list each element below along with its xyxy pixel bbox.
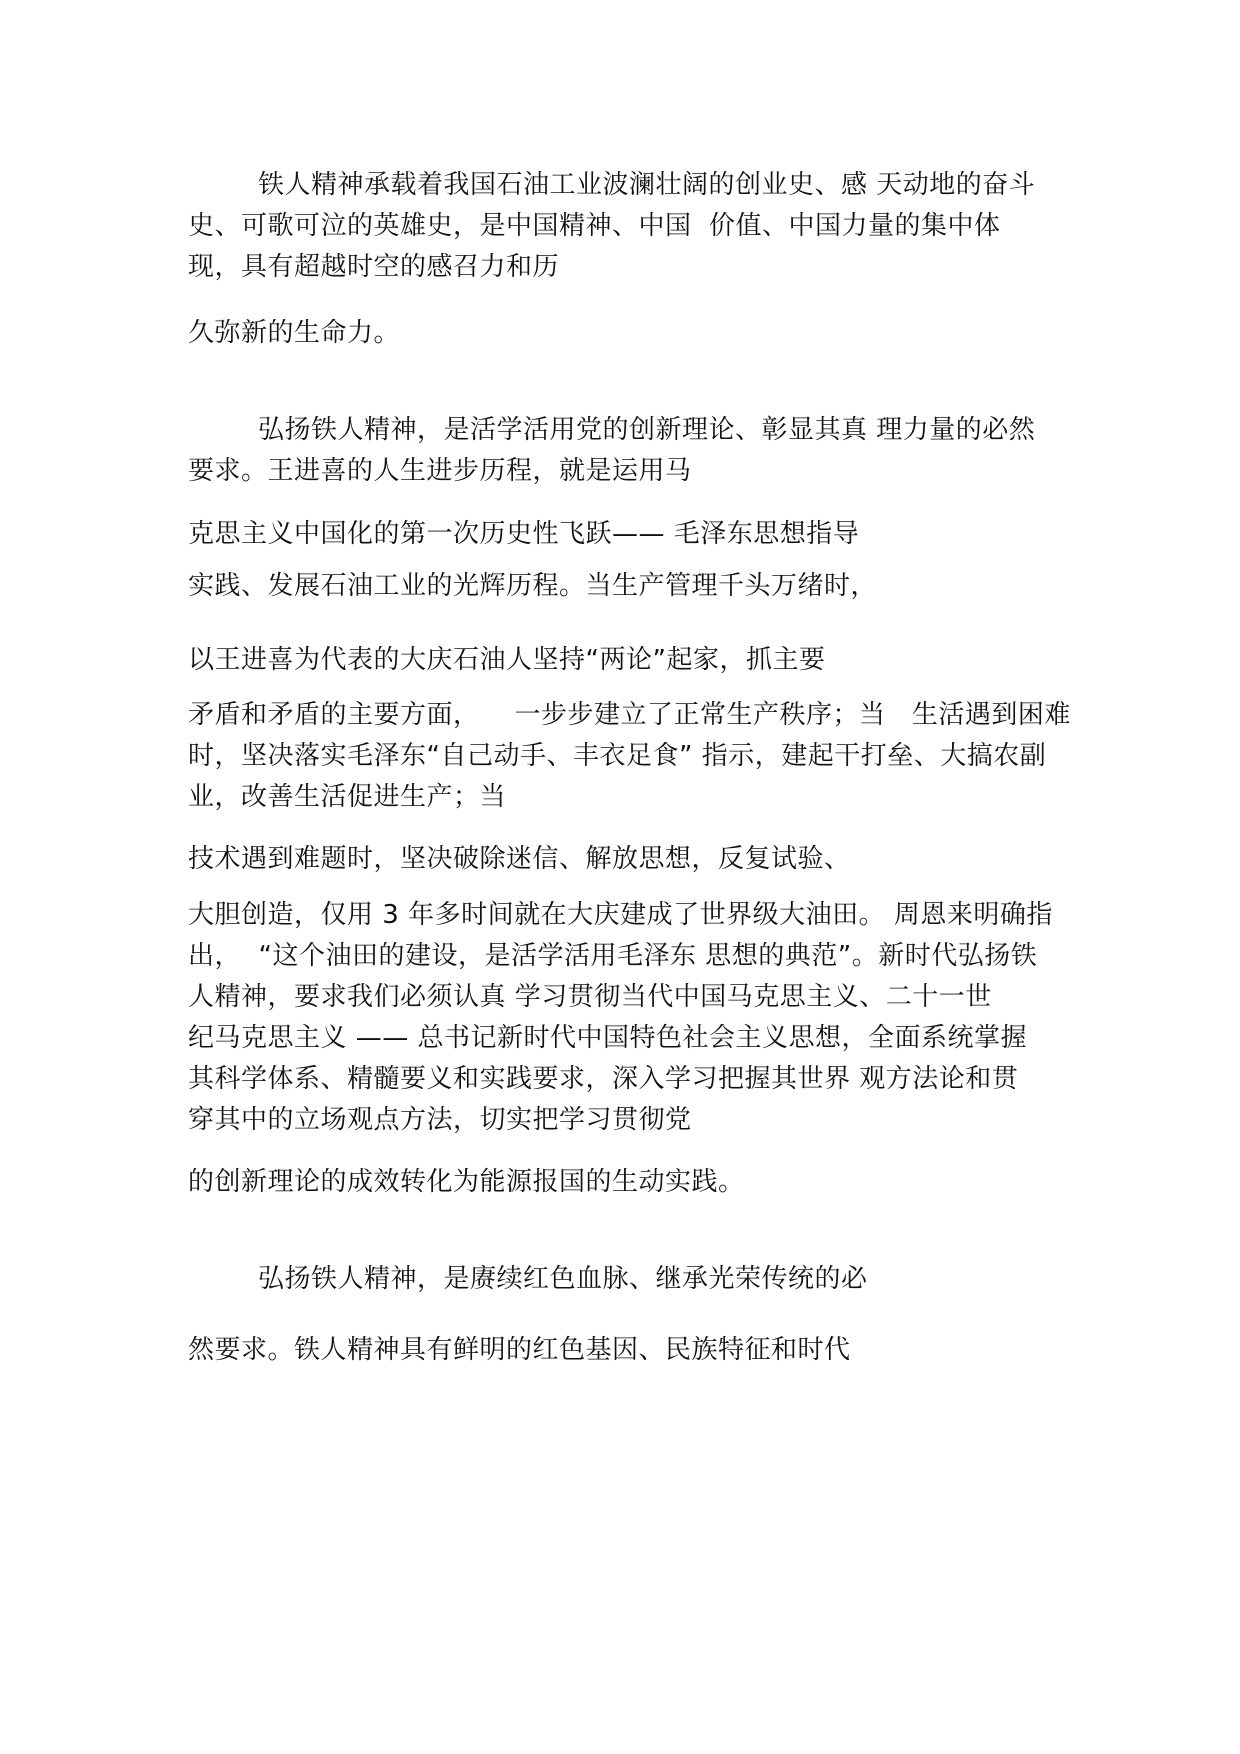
text-line: 纪马克思主义 —— 总书记新时代中国特色社会主义思想，全面系统掌握 <box>188 1023 1028 1053</box>
text-line: 久弥新的生命力。 <box>188 318 401 348</box>
text-line: 人精神，要求我们必须认真 学习贯彻当代中国马克思主义、二十一世 <box>188 982 992 1012</box>
text-line: 现，具有超越时空的感召力和历 <box>188 252 560 282</box>
text-line: 实践、发展石油工业的光辉历程。当生产管理千头万绪时， <box>188 571 878 601</box>
text-line: 弘扬铁人精神，是赓续红色血脉、继承光荣传统的必 <box>258 1264 868 1294</box>
text-line: 克思主义中国化的第一次历史性飞跃—— 毛泽东思想指导 <box>188 519 860 549</box>
text-line: 大胆创造，仅用 3 年多时间就在大庆建成了世界级大油田。 周恩来明确指 <box>188 900 1053 930</box>
text-line: 技术遇到难题时，坚决破除迷信、解放思想，反复试验、 <box>188 844 851 874</box>
text-line: 的创新理论的成效转化为能源报国的生动实践。 <box>188 1167 745 1197</box>
text-line: 铁人精神承载着我国石油工业波澜壮阔的创业史、感 天动地的奋斗 <box>258 170 1036 200</box>
text-line: 弘扬铁人精神，是活学活用党的创新理论、彰显其真 理力量的必然 <box>258 415 1036 445</box>
text-line: 史、可歌可泣的英雄史，是中国精神、中国 价值、中国力量的集中体 <box>188 211 1001 241</box>
text-line: 穿其中的立场观点方法，切实把学习贯彻党 <box>188 1105 692 1135</box>
text-line: 时，坚决落实毛泽东“自己动手、丰衣足食” 指示，建起干打垒、大搞农副 <box>188 741 1047 771</box>
text-line: 业，改善生活促进生产；当 <box>188 782 507 812</box>
text-line: 要求。王进喜的人生进步历程，就是运用马 <box>188 456 692 486</box>
text-line: 出， “这个油田的建设，是活学活用毛泽东 思想的典范”。新时代弘扬铁 <box>188 941 1038 971</box>
text-line: 然要求。铁人精神具有鲜明的红色基因、民族特征和时代 <box>188 1335 851 1365</box>
text-line: 其科学体系、精髓要义和实践要求，深入学习把握其世界 观方法论和贯 <box>188 1064 1019 1094</box>
text-line: 矛盾和矛盾的主要方面， 一步步建立了正常生产秩序；当 生活遇到困难 <box>188 700 1071 730</box>
text-line: 以王进喜为代表的大庆石油人坚持“两论”起家，抓主要 <box>188 645 826 675</box>
